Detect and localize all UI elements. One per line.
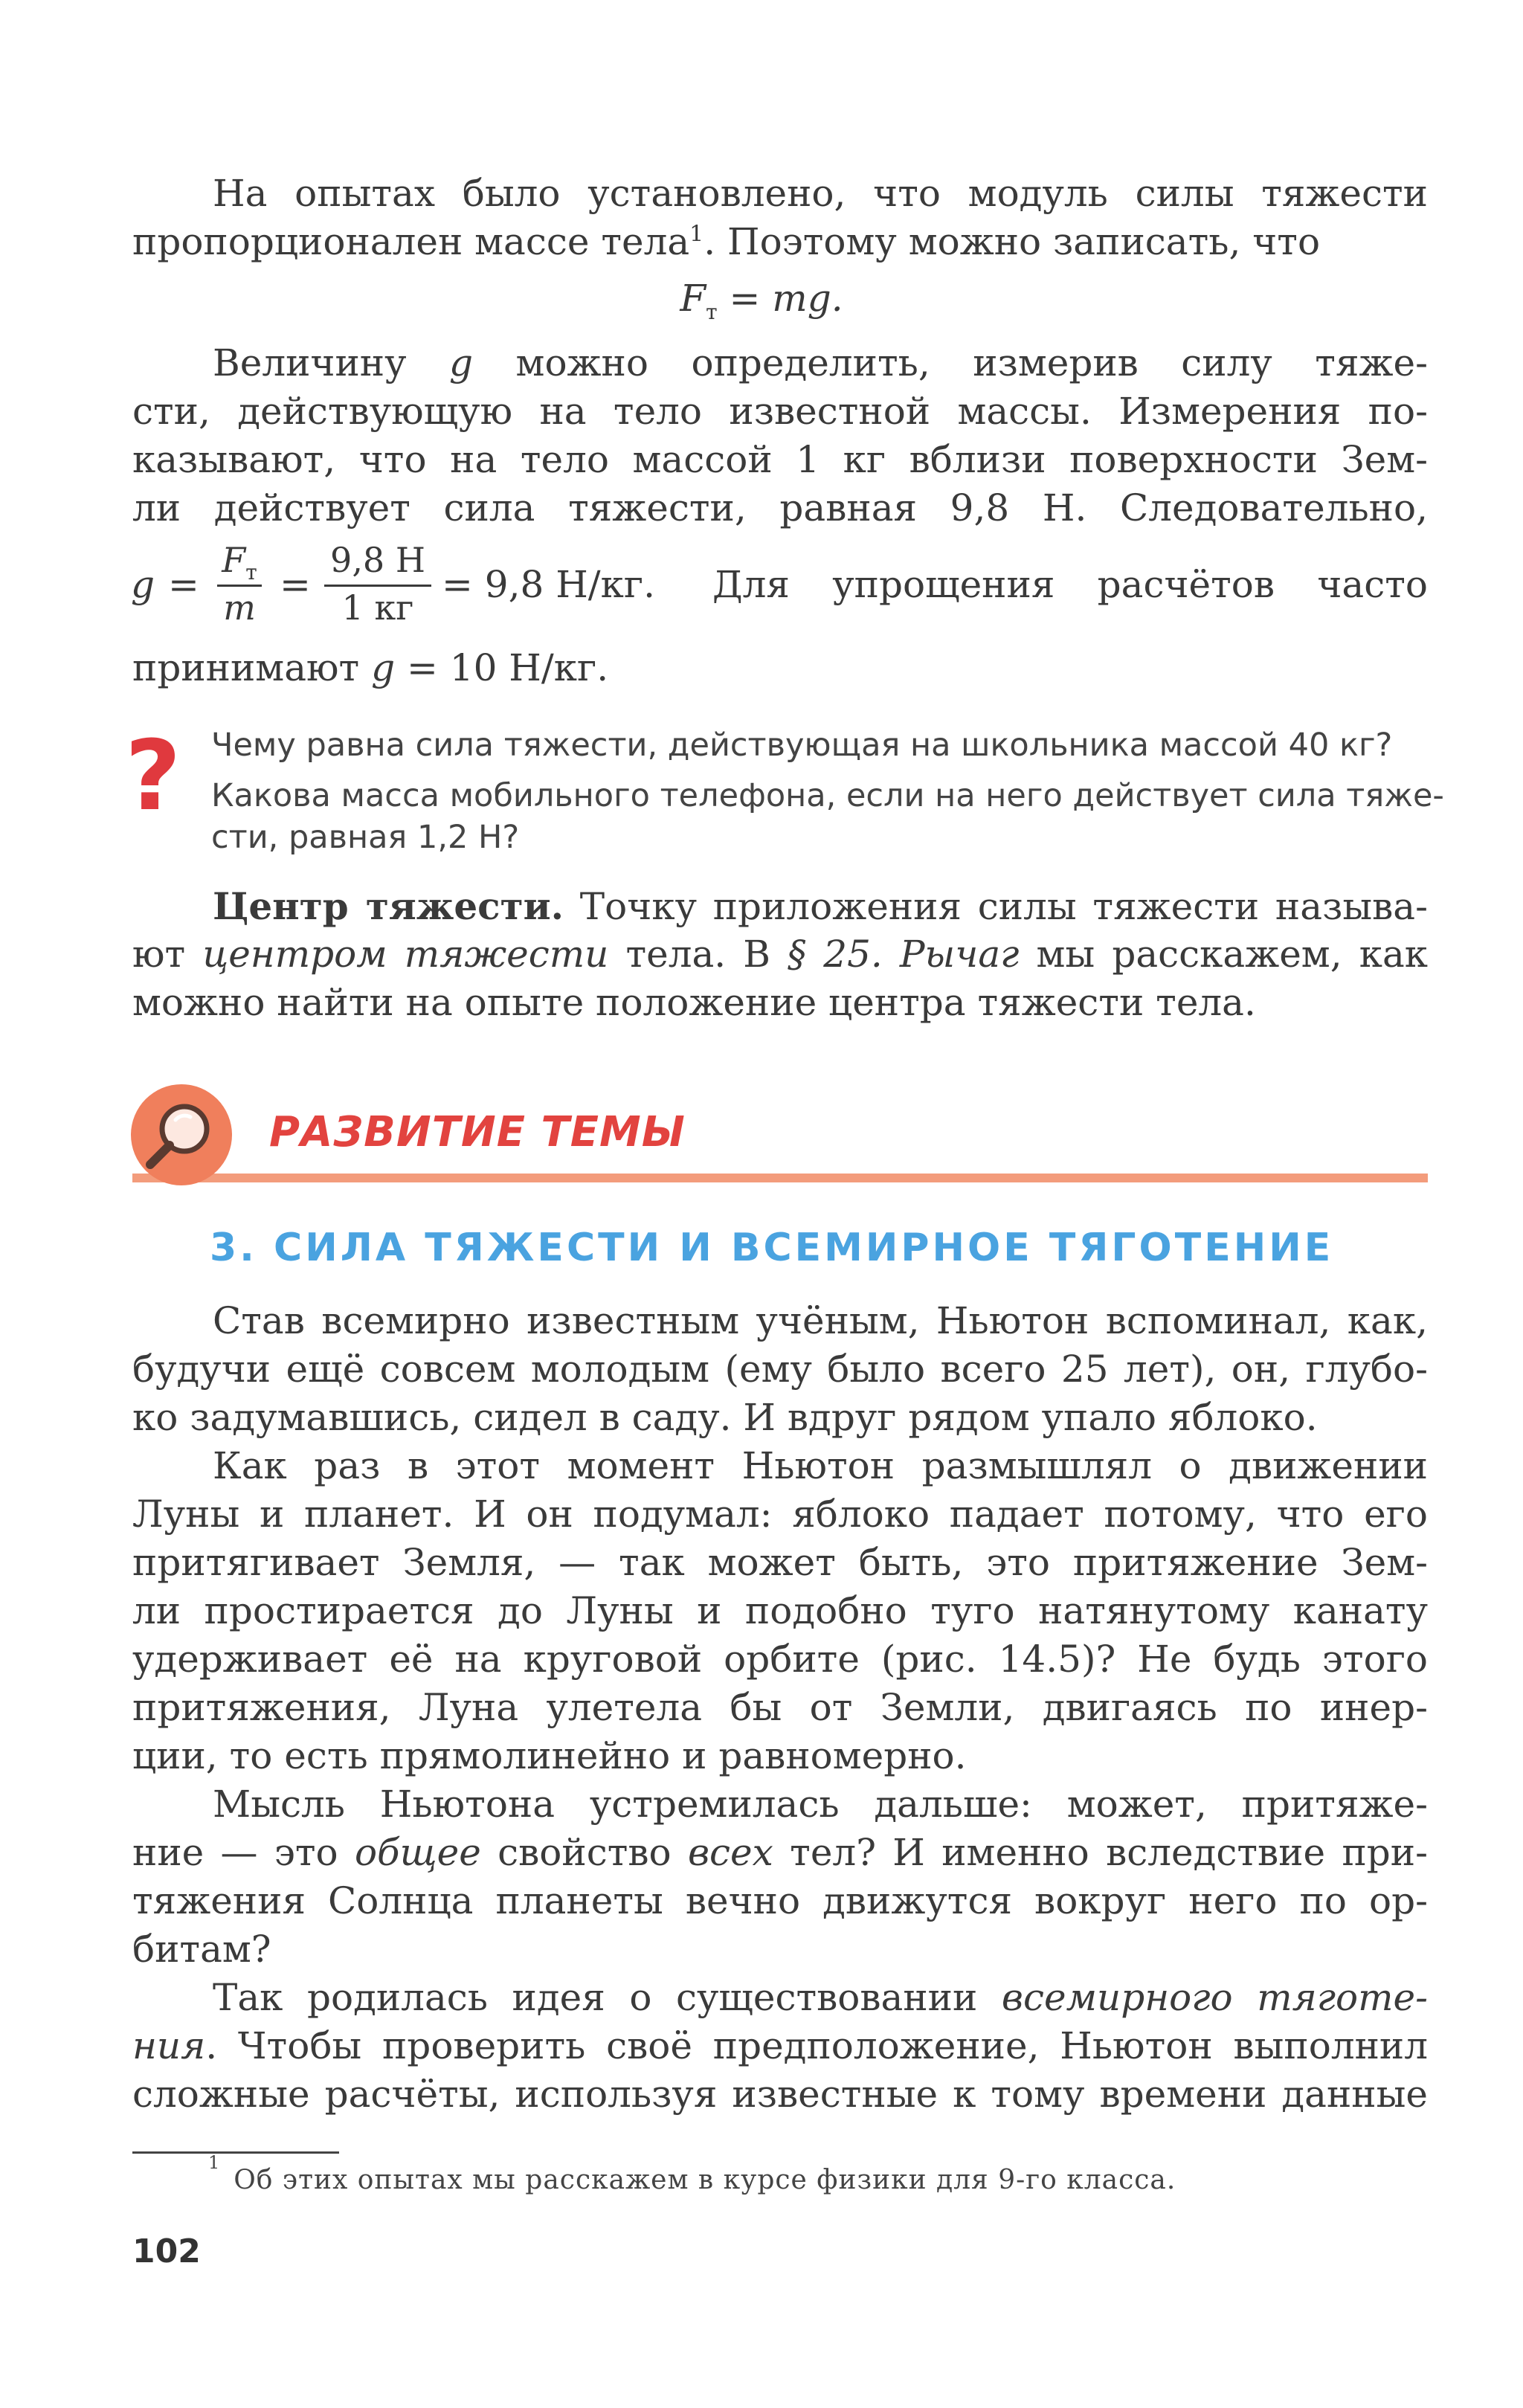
body-line-11: Мысль Ньютона устремилась дальше: может, притяже-	[213, 1783, 1428, 1826]
question-mark-icon: ?	[125, 719, 181, 832]
body-line-6: притягивает Земля, — так может быть, это притяжение Зем-	[132, 1541, 1428, 1584]
footnote-ref: 1	[689, 221, 704, 248]
body-line-5: Луны и планет. И он подумал: яблоко падает потому, что его	[132, 1493, 1428, 1536]
body-line-10: ции, то есть прямолинейно и равномерно.	[132, 1734, 967, 1777]
p2-line-4: ли действует сила тяжести, равная 9,8 Н. Следовательно,	[132, 486, 1428, 529]
body-line-12: ние — это общее свойство всех тел? И именно вследствие при-	[132, 1831, 1428, 1874]
body-line-13: тяжения Солнца планеты вечно движутся вокруг него по ор-	[132, 1879, 1428, 1922]
question-1: Чему равна сила тяжести, действующая на школьника массой 40 кг?	[211, 727, 1393, 764]
banner-underline	[132, 1174, 1428, 1182]
p2-line-3: казывают, что на тело массой 1 кг вблизи поверхности Зем-	[132, 438, 1428, 481]
magnifier-icon	[131, 1084, 232, 1185]
formula-eq-1: =	[168, 563, 199, 606]
footnote-divider	[132, 2151, 339, 2154]
formula-g: g	[131, 563, 155, 606]
body-line-9: притяжения, Луна улетела бы от Земли, двигаясь по инер-	[132, 1686, 1428, 1729]
body-line-8: удерживает её на круговой орбите (рис. 14.5)? Не будь этого	[132, 1638, 1428, 1681]
question-2-line-1: Какова масса мобильного телефона, если на него действует сила тяже-	[211, 777, 1444, 814]
body-line-14: битам?	[132, 1928, 271, 1971]
formula-result: = 9,8 Н/кг.	[442, 563, 655, 606]
body-line-1: Став всемирно известным учёным, Ньютон вспоминал, как,	[213, 1299, 1428, 1342]
formula-eq-2: =	[280, 563, 311, 606]
fraction-9-8: 9,8 Н 1 кг	[324, 540, 431, 628]
body-line-3: ко задумавшись, сидел в саду. И вдруг рядом упало яблоко.	[132, 1396, 1318, 1439]
body-line-17: сложные расчёты, используя известные к тому времени данные	[132, 2073, 1428, 2116]
center-line-1: Центр тяжести. Точку приложения силы тяжести называ-	[213, 884, 1428, 928]
p1-line-1: На опытах было установлено, что модуль силы тяжести	[213, 172, 1428, 215]
center-line-3: можно найти на опыте положение центра тяжести тела.	[132, 981, 1256, 1024]
p1-line-2: пропорционален массе тела$^1$. Поэтому можно записать, что	[132, 220, 1321, 263]
p2-line-1: Величину g можно определить, измерив силу тяже-	[213, 341, 1428, 384]
section-title: 3. СИЛА ТЯЖЕСТИ И ВСЕМИРНОЕ ТЯГОТЕНИЕ	[210, 1226, 1334, 1270]
p2-line-2: сти, действующую на тело известной массы. Измерения по-	[132, 390, 1428, 433]
body-line-16: ния. Чтобы проверить своё предположение, Ньютон выполнил	[132, 2024, 1428, 2067]
footnote: $^1$Об этих опытах мы расскажем в курсе физики для 9-го класса.	[208, 2152, 1176, 2195]
p3-line: принимают g = 10 Н/кг.	[132, 646, 609, 689]
question-2-line-2: сти, равная 1,2 Н?	[211, 819, 520, 856]
body-line-4: Как раз в этот момент Ньютон размышлял о движении	[213, 1444, 1428, 1487]
body-line-7: ли простирается до Луны и подобно туго натянутому канату	[132, 1589, 1428, 1632]
page-number: 102	[132, 2232, 201, 2270]
formula-tail-text: Для упрощения расчётов часто	[712, 563, 1428, 606]
banner-title: РАЗВИТИЕ ТЕМЫ	[269, 1108, 686, 1156]
body-line-2: будучи ещё совсем молодым (ему было всего 25 лет), он, глубо-	[132, 1348, 1428, 1391]
center-line-2: ют центром тяжести тела. В § 25. Рычаг мы расскажем, как	[132, 933, 1429, 976]
body-line-15: Так родилась идея о существовании всемирного тяготе-	[213, 1976, 1428, 2019]
formula-gravity: $F_т$ = mg.	[680, 277, 843, 324]
fraction-ft-m: $F_т$ m	[217, 540, 262, 628]
